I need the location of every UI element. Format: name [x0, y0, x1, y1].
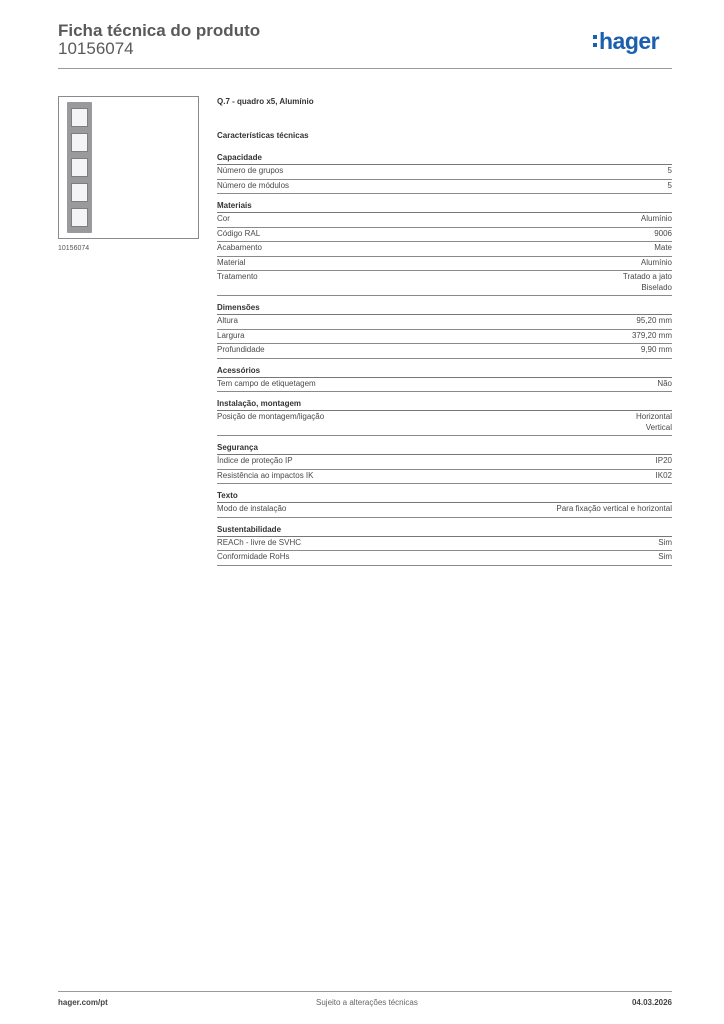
spec-row	[217, 537, 672, 552]
spec-row	[217, 180, 672, 195]
section-title: Capacidade	[217, 153, 672, 165]
spec-row	[217, 503, 672, 518]
spec-section	[217, 491, 672, 518]
spec-section	[217, 399, 672, 436]
spec-label: Acabamento	[217, 243, 262, 252]
frame-slot	[71, 108, 88, 127]
spec-row	[217, 257, 672, 272]
spec-label: Material	[217, 257, 246, 267]
spec-label: Cor	[217, 214, 230, 223]
spec-value: 95,20 mm	[636, 316, 672, 325]
section-title: Materiais	[217, 201, 672, 213]
spec-row	[217, 344, 672, 359]
spec-value: Sim	[658, 537, 672, 547]
spec-section	[217, 525, 672, 566]
frame-slot	[71, 133, 88, 152]
spec-label: Índice de proteção IP	[217, 456, 293, 465]
frame-x5-icon	[67, 102, 92, 233]
spec-section	[217, 366, 672, 393]
spec-label: Número de módulos	[217, 180, 290, 190]
spec-label: REACh - livre de SVHC	[217, 537, 302, 547]
spec-section	[217, 201, 672, 296]
spec-label: Tem campo de etiquetagem	[217, 378, 316, 388]
spec-row	[217, 228, 672, 243]
spec-row	[217, 378, 672, 393]
section-title: Acessórios	[217, 366, 672, 378]
spec-sections	[217, 153, 672, 566]
product-image	[58, 96, 199, 239]
spec-value: IP20	[655, 456, 672, 465]
frame-slot	[71, 208, 88, 227]
spec-value: Mate	[654, 243, 672, 252]
spec-row	[217, 455, 672, 470]
spec-row	[217, 315, 672, 330]
footer-note: Sujeito a alterações técnicas	[316, 998, 418, 1007]
logo-dots-icon	[593, 35, 597, 47]
frame-slot	[71, 158, 88, 177]
spec-row	[217, 271, 672, 296]
spec-value: Alumínio	[640, 257, 672, 267]
spec-value: Alumínio	[640, 214, 672, 223]
spec-value: 9,90 mm	[640, 345, 672, 354]
spec-value: Não	[657, 378, 672, 388]
section-title: Dimensões	[217, 303, 672, 315]
product-name: Q.7 - quadro x5, Alumínio	[217, 97, 314, 106]
spec-row	[217, 411, 672, 436]
spec-label: Resistência ao impactos IK	[217, 470, 314, 480]
spec-row	[217, 330, 672, 345]
frame-slot	[71, 183, 88, 202]
spec-section	[217, 443, 672, 484]
spec-value: IK02	[655, 470, 672, 480]
spec-content	[217, 97, 672, 573]
spec-value: 9006	[654, 228, 672, 238]
spec-section	[217, 153, 672, 194]
spec-value: 5	[667, 180, 672, 190]
spec-row	[217, 242, 672, 257]
logo-text: hager	[599, 27, 660, 54]
spec-row	[217, 470, 672, 485]
footer-date: 04.03.2026	[631, 998, 672, 1007]
spec-row	[217, 213, 672, 228]
header-divider	[58, 68, 672, 69]
footer-divider	[58, 991, 672, 992]
spec-value: Sim	[658, 552, 672, 561]
spec-label: Altura	[217, 316, 238, 325]
spec-row	[217, 165, 672, 180]
spec-label: Conformidade RoHs	[217, 552, 290, 561]
spec-label: Modo de instalação	[217, 504, 287, 513]
spec-value: 379,20 mm	[631, 330, 672, 340]
spec-label: Posição de montagem/ligação	[217, 412, 325, 421]
footer-website[interactable]: hager.com/pt	[58, 998, 108, 1007]
spec-section	[217, 303, 672, 359]
spec-label: Largura	[217, 330, 245, 340]
image-caption: 10156074	[58, 245, 90, 252]
section-title: Instalação, montagem	[217, 399, 672, 411]
section-title: Texto	[217, 491, 672, 503]
spec-value: 5	[667, 166, 672, 175]
spec-label: Tratamento	[217, 272, 258, 281]
document-title: Ficha técnica do produto	[58, 21, 261, 40]
spec-value: Tratado a jato Biselado	[622, 272, 672, 292]
section-title: Sustentabilidade	[217, 525, 672, 537]
spec-row	[217, 551, 672, 566]
technical-characteristics-title: Características técnicas	[217, 131, 309, 140]
spec-label: Profundidade	[217, 345, 265, 354]
spec-label: Número de grupos	[217, 166, 284, 175]
hager-logo	[593, 28, 659, 54]
section-title: Segurança	[217, 443, 672, 455]
spec-value: Para fixação vertical e horizontal	[556, 504, 672, 513]
spec-label: Código RAL	[217, 228, 261, 238]
spec-value: Horizontal Vertical	[635, 412, 672, 432]
product-number: 10156074	[58, 39, 134, 58]
